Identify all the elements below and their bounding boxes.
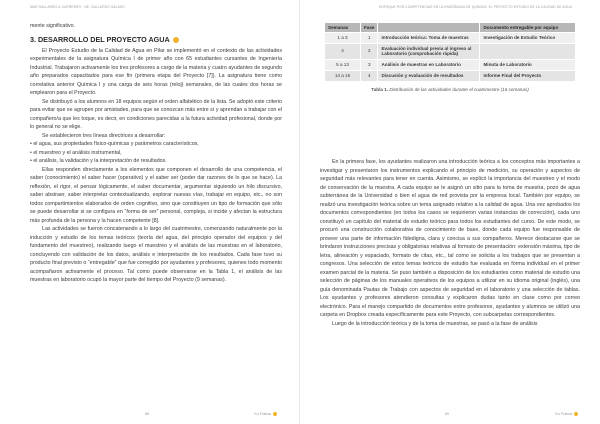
table-header-row	[325, 23, 576, 33]
activity-cell: Análisis de muestras en Laboratorio	[378, 60, 480, 71]
table-caption	[324, 87, 576, 92]
running-head: MAR GALLARDO & GUERRERO · NE. GALLARDO GALASO	[30, 5, 125, 9]
table-row	[325, 32, 576, 43]
page-footer	[254, 412, 277, 416]
paragraph: Las actividades se fueron concatenando a lo largo del cuatrimestre, comenzando naturalmente por la inducción y estudio de los temas teóricos (teoría del agua, del principio operador del equipos y del fundamento del muestreo), realizando luego el muestreo y el análisis de las muestras en el laboratorio, concluyendo con validación de los datos, análisis e interpretación de los resultados. Cada fase tuvo su producto final previsto o “entregable” que fue corregido por ayudantes y profesores, quienes todo momento acompañaron activamente el proceso. Tal como puede observarse en la Tabla 1, el análisis de las muestras en laboratorio ocupó la mayor parte del tiempo del Proyecto (9 semanas).	[30, 226, 282, 283]
section-title: 3. DESARROLLO DEL PROYECTO AGUA	[30, 34, 170, 44]
column-header	[378, 23, 480, 33]
table-row	[325, 60, 576, 71]
weeks-cell: 1 a 3	[325, 32, 361, 43]
column-header: Fase	[361, 23, 378, 33]
paragraph: En la primera fase, los ayudantes realizaron una introducción teórica a los conceptos más importantes a investigar y presentaron los instrumentos explicando el principio de medición, su operación y aspectos de seguridad más relevantes para tener en cuenta. Asimismo, se explicó la importancia del muestreo y el modo de conservación de la muestra. A cada equipo se le asignó un sitio para la toma de muestra, pozo de agua subterránea de la Universidad o bien el agua de red provista por la empresa local. También por equipo, se realizó una investigación teórica sobre un tema asignado relativo a la calidad de agua. Una vez aprobados los documentos correspondientes (en todos los casos se requirieron varias instancias de corrección), cada uno constituyó un capítulo del material de estudio teórico para todos los estudiantes del curso. De este modo, se procuró una construcción colaborativa de conocimiento de base, donde cada equipo fue responsable de proveer una parte de información fidedigna, clara y concisa a sus compañeros. Merece destacarse que se brindaron instrucciones precisas y obligatorias relativas al formato de presentación: extensión máxima, tipo de letra, alineación y espaciado, formato de citas, etc., tal como se solicita a los trabajos que se presentan a congresos. Una selección de estos temas teóricos de estudio fue evaluada en forma individual en el primer examen parcial de la materia. Se puso también a disposición de los estudiantes como material de estudio una selección de páginas de los manuales operativos de los equipos a utilizar en su idioma original (inglés), una guía denominada Pautas de Trabajo con aspectos de seguridad en el laboratorio y una selección de tablas. Los ayudantes y profesores atendieron consultas y explicaron dudas tanto en clase como por correo electrónico. Para el manejo compartido de documentos entre profesores, ayudantes y alumnos se utilizó una carpeta en Dropbox creada específicamente para este Proyecto, con subcarpetas correspondientes.	[320, 159, 580, 318]
footer-brand: Ku Frabsa	[254, 412, 271, 416]
paragraph: Luego de la introducción teórica y de la toma de muestras, se pasó a la fase de análisis	[332, 320, 538, 327]
running-head: ENFOQUE POR COMPETENCIAS EN LA ENSEÑANZA DE QUÍMICA: EL PROYECTO ESTUDIO DE LA CALIDAD DE AGUA	[379, 5, 572, 9]
column-header: Documento entregable por equipo	[480, 23, 576, 33]
document-cell: Minuta de Laboratorio	[480, 60, 576, 71]
schedule-table-block	[324, 22, 576, 92]
bullet-item: • el análisis, la validación y la interpretación de resultados.	[30, 158, 167, 164]
brand-logo-icon	[574, 412, 578, 416]
activity-cell: Introducción teórica: Toma de muestras	[378, 32, 480, 43]
left-body-text	[30, 22, 282, 285]
page-number: 89	[445, 412, 449, 416]
phase-cell: 3	[361, 60, 378, 71]
paragraph: Ellas responden directamente a los elementos que componen el desarrollo de una competencia, el saber (conocimiento) el saber hacer (operativo) y el saber ser (poder dar razones de lo que se hace). La reflexión, el rigor, el pensar lógicamente, el saber documentar, argumentar siguiendo un hilo discursivo, saber abstraer, saber interpretar contextualizando, explorar nuevas vías, trabajar en equipo, etc., no son todos compartimientos elaborados de orden cognitivo, sino que constituyen un tipo de formación que sólo se puede desarrollar si se configura en “forma de ser” personal, compleja, si incide y afectan la estructura más profunda de la persona y la hacen competente [8].	[30, 166, 282, 224]
weeks-cell: 14 a 16	[325, 70, 361, 81]
document-cell	[480, 43, 576, 60]
schedule-table	[324, 22, 576, 82]
weeks-cell: 4	[325, 43, 361, 60]
brand-logo-icon	[273, 412, 277, 416]
right-page	[300, 0, 600, 424]
weeks-cell: 5 a 13	[325, 60, 361, 71]
paragraph: Se establecieron tres líneas directrices a desarrollar:	[42, 132, 166, 139]
caption-text: Distribución de las actividades durante el cuatrimestre (16 semanas)	[389, 86, 529, 92]
caption-label: Tabla 1.	[371, 86, 389, 92]
column-header: Semanas	[325, 23, 361, 33]
document-cell: Investigación de Estudio Teórico	[480, 32, 576, 43]
section-dot-icon	[173, 37, 179, 43]
page-number: 88	[145, 412, 149, 416]
activity-cell: Evaluación individual previa al ingreso al Laboratorio (comprobación rápida)	[378, 43, 480, 60]
bullet-item: • el muestreo y el análisis instrumental,	[30, 149, 122, 156]
activity-cell: Discusión y evaluación de resultados	[378, 70, 480, 81]
paragraph: El Proyecto Estudio de la Calidad de Agua en Pilar se implementó en el contexto de las actividades experimentales de la asignatura Química I de primer año con 65 estudiantes cursantes de Ingeniería Industrial. Trabajaron activamente los tres profesores a cargo de la materia y cuatro ayudantes de segundo año preparados capacitados para ese fin (primera etapa del Proyecto [7]). La asignatura tiene como correlativa anterior Química I y una carga de seis horas (reloj) semanales, de las cuales dos horas se emplearon para el Proyecto.	[30, 47, 282, 96]
document-cell: Informe Final del Proyecto	[480, 70, 576, 81]
table-row	[325, 70, 576, 81]
phase-cell: 1	[361, 32, 378, 43]
table-row	[325, 43, 576, 60]
phase-cell: 2	[361, 43, 378, 60]
paragraph: Se distribuyó a los alumnos en 18 equipos según el orden alfabético de la lista. Se adoptó este criterio para evitar que se agrupen por amistades, para que se conozcan más entre sí y aprendan a trabajar con el compañero/a que les toque, es decir, en condiciones parecidas a la futura actividad profesional, donde por lo general no se elige.	[30, 98, 282, 130]
phase-cell: 4	[361, 70, 378, 81]
footer-brand: Ku Frabsa	[555, 412, 572, 416]
right-body-text	[320, 158, 580, 328]
opening-fragment: mente significativo.	[30, 23, 76, 29]
bullet-item: • el agua, sus propiedades físico-químicas y parámetros característicos,	[30, 141, 199, 147]
section-heading	[30, 35, 282, 45]
page-footer	[555, 412, 578, 416]
